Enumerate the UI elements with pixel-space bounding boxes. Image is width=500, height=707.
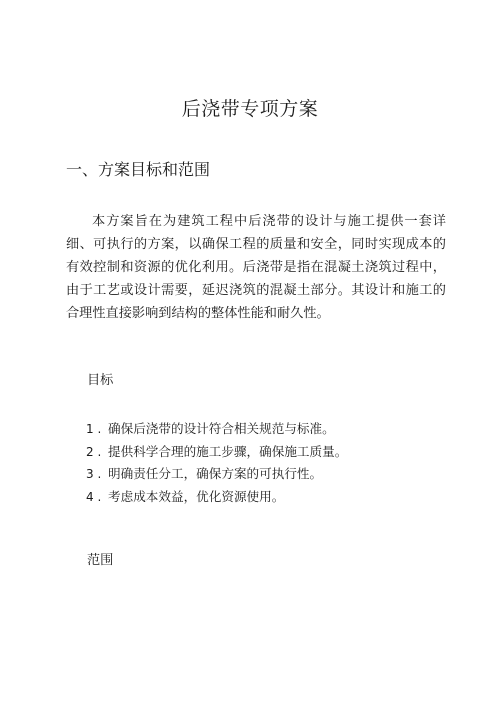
list-item-number: 3 . [86, 467, 102, 481]
document-title: 后浇带专项方案 [181, 98, 319, 120]
intro-paragraph: 本方案旨在为建筑工程中后浇带的设计与施工提供一套详细、可执行的方案，以确保工程的质量和安全，同时实现成本的有效控制和资源的优化利用。后浇带是指在混凝土浇筑过程中，由于工艺或设计需要，延迟浇筑的混凝土部分。其设计和施工的合理性直接影响到结构的整体性能和耐久性。 [66, 214, 446, 321]
section-heading: 一、方案目标和范围 [66, 160, 211, 179]
list-item [86, 418, 347, 441]
list-item-text: 明确责任分工，确保方案的可执行性。 [108, 466, 323, 481]
list-item-number: 4 . [86, 489, 102, 504]
goals-list [86, 418, 347, 508]
list-item-number: 2 . [86, 444, 102, 459]
list-item [86, 486, 347, 509]
list-item [86, 463, 347, 486]
list-item-text: 确保后浇带的设计符合相关规范与标准。 [108, 421, 335, 436]
scope-heading: 范围 [87, 553, 114, 568]
list-item-text: 考虑成本效益，优化资源使用。 [108, 488, 285, 504]
list-item [86, 441, 347, 464]
list-item-text: 提供科学合理的施工步骤，确保施工质量。 [108, 443, 348, 459]
goals-heading: 目标 [87, 373, 114, 388]
list-item-number: 1 . [86, 422, 102, 436]
